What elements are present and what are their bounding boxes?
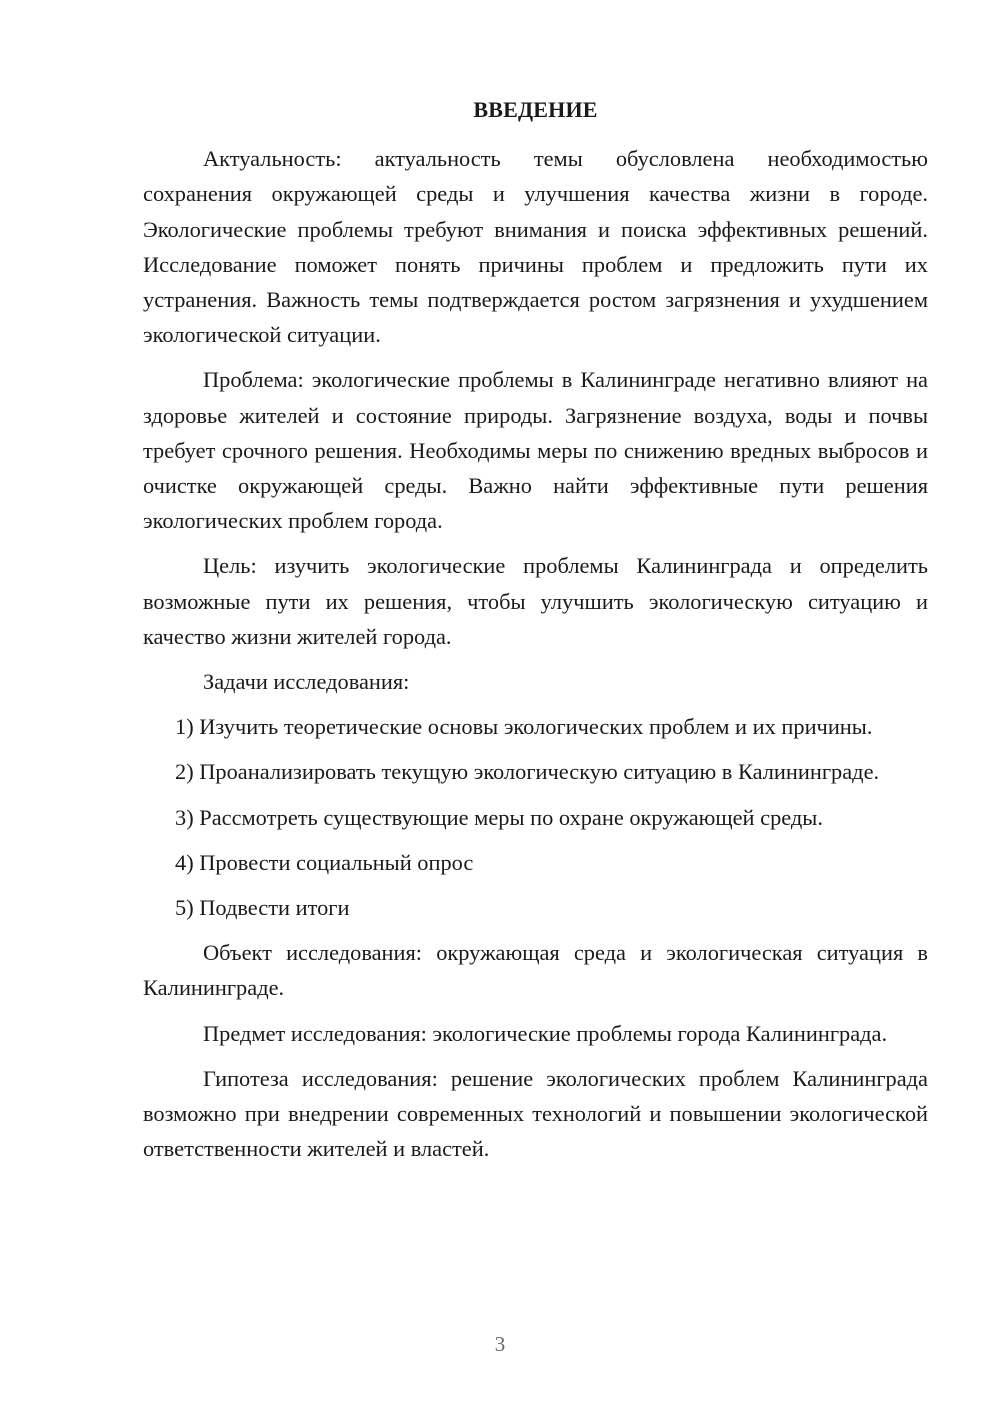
list-item: 3) Рассмотреть существующие меры по охране окружающей среды.	[175, 804, 823, 830]
list-item: 4) Провести социальный опрос	[175, 849, 474, 875]
paragraph-hypothesis: Гипотеза исследования: решение экологических проблем Калининграда возможно при внедрении современных технологий и повышении экологической ответственности жителей и властей.	[143, 1065, 928, 1162]
page-number: 3	[494, 1332, 506, 1356]
page-title: ВВЕДЕНИЕ	[473, 97, 598, 122]
paragraph-object: Объект исследования: окружающая среда и экологическая ситуация в Калининграде.	[143, 940, 928, 1001]
paragraph-subject: Предмет исследования: экологические проблемы города Калининграда.	[203, 1020, 888, 1046]
list-item: 1) Изучить теоретические основы экологических проблем и их причины.	[175, 714, 873, 740]
tasks-heading: Задачи исследования:	[203, 669, 410, 695]
paragraph-problem: Проблема: экологические проблемы в Калининграде негативно влияют на здоровье жителей и состояние природы. Загрязнение воздуха, воды и почвы требует срочного решения. Необходимы меры по снижению вредных выбросов и очистке окружающей среды. Важно найти эффективные пути решения экологических проблем города.	[143, 367, 928, 534]
list-item: 2) Проанализировать текущую экологическую ситуацию в Калининграде.	[175, 759, 880, 785]
paragraph-goal: Цель: изучить экологические проблемы Калининграда и определить возможные пути их решения, чтобы улучшить экологическую ситуацию и качество жизни жителей города.	[143, 553, 928, 649]
list-item: 5) Подвести итоги	[175, 895, 350, 921]
paragraph-relevance: Актуальность: актуальность темы обусловлена необходимостью сохранения окружающей среды и улучшения качества жизни в городе. Экологические проблемы требуют внимания и поиска эффективных решений. Исследование поможет понять причины проблем и предложить пути их устранения. Важность темы подтверждается ростом загрязнения и ухудшением экологической ситуации.	[143, 146, 928, 348]
document-page	[143, 92, 928, 1176]
